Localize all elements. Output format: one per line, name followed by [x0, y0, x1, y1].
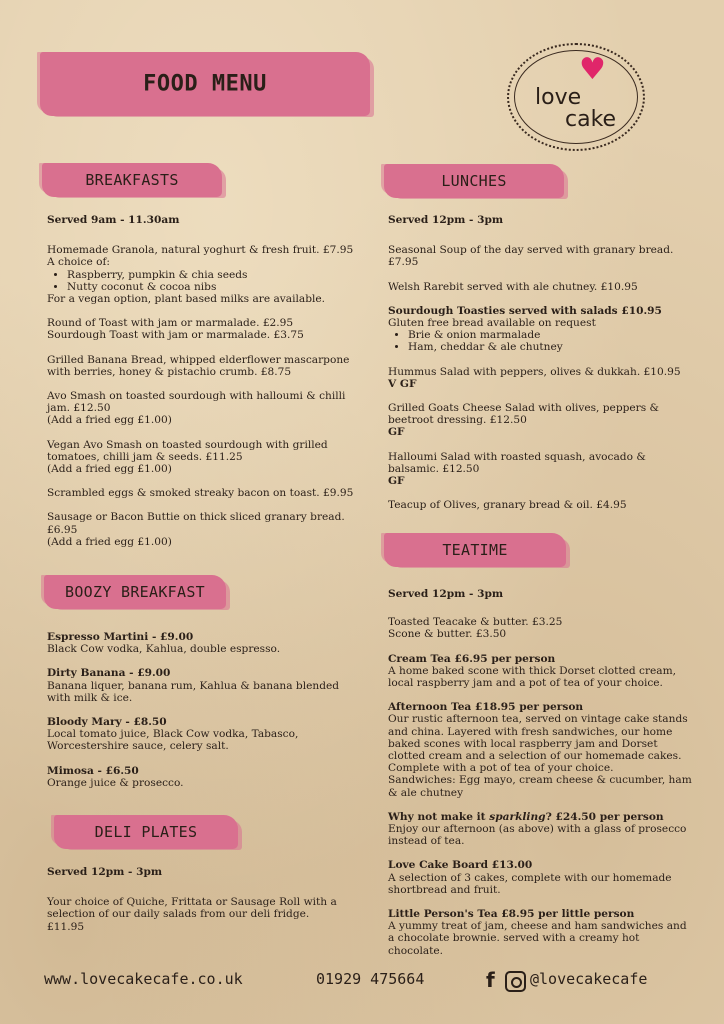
toastie-options	[388, 329, 688, 353]
instagram-icon[interactable]	[505, 971, 526, 992]
boozy-breakfast-heading: BOOZY BREAKFAST	[65, 583, 205, 601]
menu-item: Scone & butter. £3.50	[388, 628, 507, 641]
menu-item-desc: instead of tea.	[388, 835, 465, 848]
menu-item: Scrambled eggs & smoked streaky bacon on toast. £9.95	[47, 487, 354, 500]
dietary-tag: GF	[388, 475, 405, 488]
option-item: • Brie & onion marmalade	[408, 329, 688, 341]
menu-item-title	[388, 811, 698, 823]
menu-item-title: Little Person's Tea £8.95 per little person	[388, 908, 635, 921]
menu-item-desc: A selection of 3 cakes, complete with our homemade	[388, 871, 672, 884]
drink-desc: Local tomato juice, Black Cow vodka, Tabasco,	[47, 728, 299, 741]
heart-icon: ♥	[579, 52, 606, 87]
menu-item-note: For a vegan option, plant based milks are available.	[47, 293, 326, 306]
menu-title-banner	[40, 52, 370, 116]
menu-item: Sausage or Bacon Buttie on thick sliced granary bread.	[47, 511, 345, 524]
boozy-breakfast-banner	[44, 575, 226, 609]
dietary-tag: V GF	[388, 377, 417, 390]
boozy-breakfast-list	[47, 631, 367, 789]
menu-item: £11.95	[47, 920, 85, 933]
menu-item-desc: local raspberry jam and a pot of tea of your choice.	[388, 677, 663, 690]
drink-title: Mimosa - £6.50	[47, 764, 139, 777]
menu-item: Round of Toast with jam or marmalade. £2.95	[47, 317, 294, 330]
menu-item-note: (Add a fried egg £1.00)	[47, 414, 172, 427]
menu-item: Avo Smash on toasted sourdough with halloumi & chilli	[47, 390, 346, 403]
menu-item: £6.95	[47, 523, 78, 536]
breakfasts-heading: BREAKFASTS	[85, 171, 179, 189]
breakfasts-list	[47, 214, 367, 548]
menu-item-desc: baked scones with local raspberry jam and Dorset	[388, 737, 658, 750]
menu-item-title: Love Cake Board £13.00	[388, 859, 533, 872]
menu-item-desc: & ale chutney	[388, 786, 464, 799]
website-link[interactable]: www.lovecakecafe.co.uk	[44, 970, 243, 988]
menu-item: Grilled Banana Bread, whipped elderflower mascarpone	[47, 353, 350, 366]
menu-item-title: Afternoon Tea £18.95 per person	[388, 701, 584, 714]
menu-item: selection of our daily salads from our deli fridge.	[47, 908, 310, 921]
menu-item-desc: A home baked scone with thick Dorset clotted cream,	[388, 664, 677, 677]
deli-plates-heading: DELI PLATES	[94, 823, 198, 841]
menu-item-desc: A yummy treat of jam, cheese and ham sandwiches and	[388, 920, 687, 933]
menu-item: Welsh Rarebit served with ale chutney. £10.95	[388, 280, 638, 293]
logo-word-cake: cake	[565, 107, 617, 132]
facebook-icon[interactable]: f	[486, 968, 495, 992]
menu-item: jam. £12.50	[47, 402, 111, 415]
deli-hours: Served 12pm - 3pm	[47, 866, 163, 878]
sparkling-word: sparkling	[489, 810, 546, 823]
sparkling-price: ? £24.50 per person	[545, 810, 664, 823]
menu-item: Halloumi Salad with roasted squash, avocado &	[388, 450, 646, 463]
drink-desc: Orange juice & prosecco.	[47, 776, 184, 789]
lunches-list	[388, 214, 688, 511]
menu-item-note: A choice of:	[47, 256, 110, 269]
menu-item-desc: shortbread and fruit.	[388, 883, 501, 896]
breakfasts-hours: Served 9am - 11.30am	[47, 214, 180, 226]
breakfasts-banner	[42, 163, 222, 197]
lunches-heading: LUNCHES	[441, 172, 507, 190]
teatime-hours: Served 12pm - 3pm	[388, 588, 504, 600]
social-handle[interactable]: @lovecakecafe	[530, 970, 648, 988]
menu-item: with berries, honey & pistachio crumb. £8.75	[47, 365, 292, 378]
menu-item-desc: clotted cream and a selection of our homemade cakes.	[388, 750, 682, 763]
menu-item: Sourdough Toast with jam or marmalade. £3.75	[47, 329, 304, 342]
granola-options	[47, 269, 367, 293]
love-cake-logo	[507, 43, 645, 151]
menu-item-desc: Our rustic afternoon tea, served on vintage cake stands	[388, 713, 688, 726]
menu-item: Teacup of Olives, granary bread & oil. £4.95	[388, 499, 627, 512]
lunches-banner	[384, 164, 564, 198]
menu-item-note: (Add a fried egg £1.00)	[47, 535, 172, 548]
teatime-heading: TEATIME	[442, 541, 508, 559]
menu-item-desc: and china. Layered with fresh sandwiches, our home	[388, 725, 673, 738]
menu-item-desc: chocolate.	[388, 944, 444, 957]
drink-desc: with milk & ice.	[47, 691, 133, 704]
menu-item: Toasted Teacake & butter. £3.25	[388, 616, 563, 629]
option-item: • Ham, cheddar & ale chutney	[408, 341, 688, 353]
lunches-hours: Served 12pm - 3pm	[388, 214, 504, 226]
menu-item-note: Gluten free bread available on request	[388, 317, 596, 330]
drink-desc: Banana liquer, banana rum, Kahlua & banana blended	[47, 679, 340, 692]
menu-item-note: (Add a fried egg £1.00)	[47, 463, 172, 476]
deli-plates-banner	[54, 815, 238, 849]
menu-item: Grilled Goats Cheese Salad with olives, peppers &	[388, 402, 659, 415]
drink-desc: Black Cow vodka, Kahlua, double espresso.	[47, 643, 281, 656]
dietary-tag: GF	[388, 426, 405, 439]
teatime-list	[388, 588, 698, 957]
menu-item: Your choice of Quiche, Frittata or Sausage Roll with a	[47, 896, 337, 909]
menu-item: Hummus Salad with peppers, olives & dukkah. £10.95	[388, 365, 681, 378]
menu-item-desc: Complete with a pot of tea of your choice.	[388, 762, 614, 775]
menu-item: Homemade Granola, natural yoghurt & fresh fruit. £7.95	[47, 244, 354, 257]
drink-title: Bloody Mary - £8.50	[47, 716, 167, 729]
phone-number[interactable]: 01929 475664	[316, 970, 425, 988]
menu-item: £7.95	[388, 256, 419, 269]
menu-item: beetroot dressing. £12.50	[388, 414, 527, 427]
menu-item: Vegan Avo Smash on toasted sourdough with grilled	[47, 438, 328, 451]
option-item: • Nutty coconut & cocoa nibs	[67, 281, 367, 293]
menu-item-desc: Sandwiches: Egg mayo, cream cheese & cucumber, ham	[388, 774, 692, 787]
menu-item-title: Cream Tea £6.95 per person	[388, 652, 556, 665]
menu-item-title: Sourdough Toasties served with salads £10.95	[388, 304, 662, 317]
page-title: FOOD MENU	[143, 71, 267, 97]
sparkling-prefix: Why not make it	[388, 810, 490, 823]
menu-item-desc: a chocolate brownie. served with a creamy hot	[388, 932, 640, 945]
menu-item: Seasonal Soup of the day served with granary bread.	[388, 244, 674, 257]
menu-item: tomatoes, chilli jam & seeds. £11.25	[47, 450, 243, 463]
logo-word-love: love	[535, 85, 582, 110]
teatime-banner	[384, 533, 566, 567]
deli-plates-list	[47, 866, 367, 933]
drink-title: Espresso Martini - £9.00	[47, 631, 194, 643]
drink-desc: Worcestershire sauce, celery salt.	[47, 740, 229, 753]
drink-title: Dirty Banana - £9.00	[47, 667, 171, 680]
menu-item: balsamic. £12.50	[388, 462, 480, 475]
option-item: • Raspberry, pumpkin & chia seeds	[67, 269, 367, 281]
menu-item-desc: Enjoy our afternoon (as above) with a glass of prosecco	[388, 823, 687, 836]
